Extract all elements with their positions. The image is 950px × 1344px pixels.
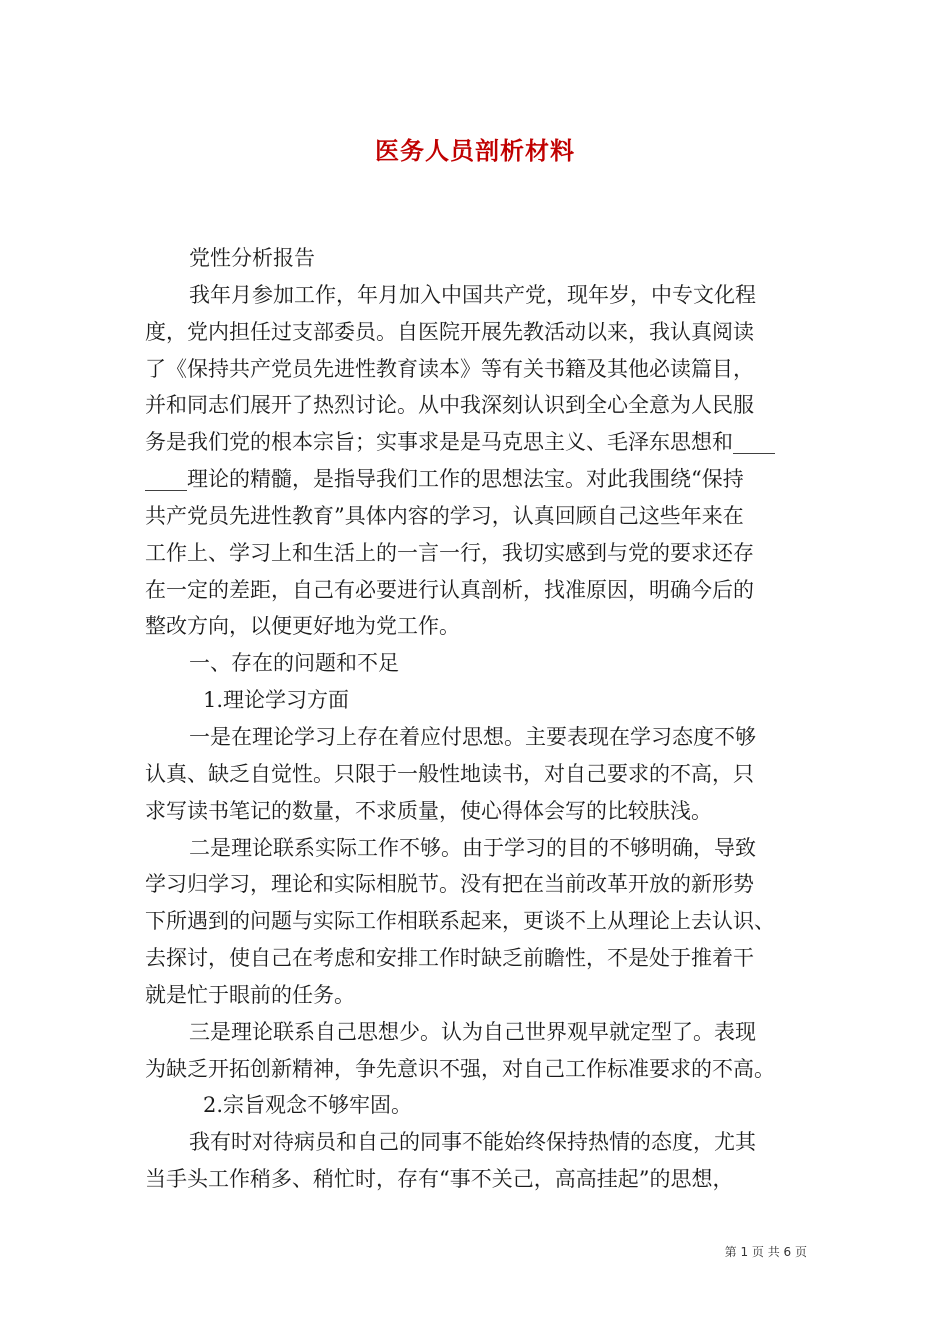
document-title: 医务人员剖析材料 <box>375 136 575 165</box>
paragraph-line: 当手头工作稍多、稍忙时，存有“事不关己，高高挂起”的思想， <box>145 1167 734 1192</box>
page-number: 第 1 页 共 6 页 <box>724 1245 807 1259</box>
subsection-heading: 1.理论学习方面 <box>203 688 350 713</box>
paragraph-line: 务是我们党的根本宗旨；实事求是是马克思主义、毛泽东思想和____ <box>145 430 775 455</box>
paragraph-line: 一是在理论学习上存在着应付思想。主要表现在学习态度不够 <box>189 724 756 749</box>
paragraph-line: 认真、缺乏自觉性。只限于一般性地读书，对自己要求的不高，只 <box>145 761 754 786</box>
paragraph-line: 在一定的差距，自己有必要进行认真剖析，找准原因，明确今后的 <box>145 577 754 602</box>
paragraph-line: 下所遇到的问题与实际工作相联系起来，更谈不上从理论上去认识、 <box>145 909 775 934</box>
paragraph-line: 党性分析报告 <box>189 246 315 270</box>
paragraph-line: 度，党内担任过支部委员。自医院开展先教活动以来，我认真阅读 <box>145 319 754 344</box>
paragraph-line: 并和同志们展开了热烈讨论。从中我深刻认识到全心全意为人民服 <box>145 393 754 418</box>
paragraph-line: 我有时对待病员和自己的同事不能始终保持热情的态度，尤其 <box>189 1130 756 1155</box>
paragraph-line: 就是忙于眼前的任务。 <box>145 982 355 1007</box>
paragraph-line: 工作上、学习上和生活上的一言一行，我切实感到与党的要求还存 <box>145 540 754 565</box>
paragraph-line: 去探讨，使自己在考虑和安排工作时缺乏前瞻性，不是处于推着干 <box>145 946 754 971</box>
paragraph-line: 求写读书笔记的数量，不求质量，使心得体会写的比较肤浅。 <box>145 798 712 823</box>
paragraph-line: 三是理论联系自己思想少。认为自己世界观早就定型了。表现 <box>189 1019 756 1044</box>
document-body <box>145 240 805 1198</box>
paragraph-line: 学习归学习，理论和实际相脱节。没有把在当前改革开放的新形势 <box>145 872 754 897</box>
paragraph-line: 了《保持共产党员先进性教育读本》等有关书籍及其他必读篇目， <box>145 356 754 381</box>
paragraph-line: 为缺乏开拓创新精神，争先意识不强，对自己工作标准要求的不高。 <box>145 1056 775 1081</box>
paragraph-line: 整改方向，以便更好地为党工作。 <box>145 614 460 639</box>
paragraph-line: ____理论的精髓，是指导我们工作的思想法宝。对此我围绕“保持 <box>145 467 744 492</box>
subsection-heading: 2.宗旨观念不够牢固。 <box>203 1093 413 1118</box>
paragraph-line: 我年月参加工作，年月加入中国共产党，现年岁，中专文化程 <box>189 282 756 307</box>
section-heading: 一、存在的问题和不足 <box>189 651 399 676</box>
paragraph-line: 二是理论联系实际工作不够。由于学习的目的不够明确，导致 <box>189 835 756 860</box>
paragraph-line: 共产党员先进性教育”具体内容的学习，认真回顾自己这些年来在 <box>145 503 744 528</box>
